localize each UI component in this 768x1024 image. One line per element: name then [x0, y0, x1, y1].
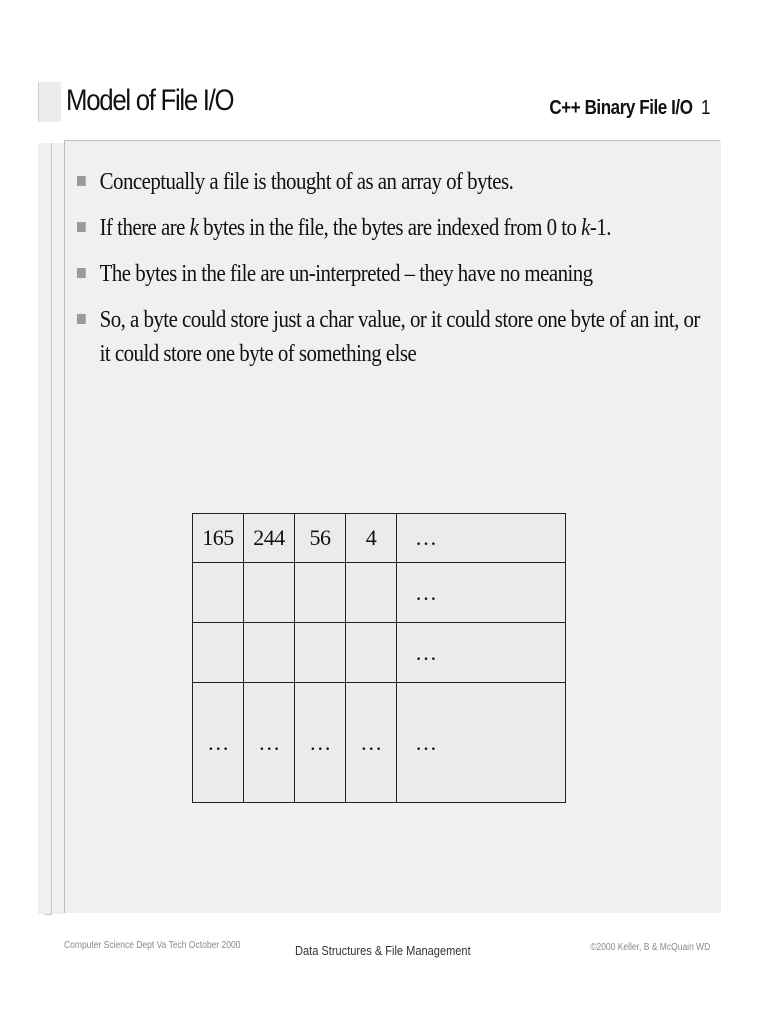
table-cell: …: [295, 683, 346, 803]
table-cell: [193, 563, 244, 623]
bullet-text: -1.: [589, 215, 611, 241]
bullet-text-variable: k: [189, 215, 199, 241]
bullet-marker-icon: [77, 314, 86, 324]
table-row: [193, 623, 566, 683]
bullet-text: So, a byte could store just a char value, or it could store one byte of an int, or it could store one byte of something else: [99, 307, 700, 367]
table-cell: …: [397, 563, 566, 623]
slide-subject: C++ Binary File I/O: [548, 97, 693, 119]
footer-left-text: Computer Science Dept Va Tech October 2000: [64, 940, 241, 951]
table-cell: …: [193, 683, 244, 803]
left-margin-line: [51, 143, 52, 914]
slide-page-number: 1: [700, 97, 710, 119]
bullet-list: [77, 165, 717, 383]
table-cell: [244, 563, 295, 623]
table-cell: 4: [346, 514, 397, 563]
table-cell: 56: [295, 514, 346, 563]
table-cell: …: [244, 683, 295, 803]
bullet-text: The bytes in the file are un-interpreted – they have no meaning: [99, 261, 593, 287]
table-row: [193, 514, 566, 563]
table-row: [193, 683, 566, 803]
table-cell: [295, 623, 346, 683]
bullet-text-variable: k: [581, 215, 590, 241]
table-cell: 165: [193, 514, 244, 563]
bullet-text: Conceptually a file is thought of as an array of bytes.: [99, 169, 514, 195]
bullet-item: [77, 211, 709, 245]
slide-header-right: [549, 97, 710, 120]
table-cell: [244, 623, 295, 683]
bullet-item: [77, 165, 709, 199]
table-cell: …: [397, 623, 566, 683]
table-cell: [193, 623, 244, 683]
byte-array-table: [192, 513, 566, 803]
table-cell: …: [346, 683, 397, 803]
bullet-marker-icon: [77, 176, 86, 186]
slide-title: Model of File I/O: [66, 84, 234, 117]
footer-right-text: ©2000 Keller, B & McQuain WD: [589, 942, 710, 953]
bullet-text: bytes in the file, the bytes are indexed from 0 to: [198, 215, 582, 241]
table-cell: [346, 563, 397, 623]
bullet-item: [77, 303, 709, 371]
title-tab-decoration: [38, 82, 61, 122]
bullet-marker-icon: [77, 222, 86, 232]
table-row: [193, 563, 566, 623]
table-cell: [295, 563, 346, 623]
bullet-marker-icon: [77, 268, 86, 278]
left-margin-tick: [44, 914, 52, 915]
table-cell: [346, 623, 397, 683]
bullet-item: [77, 257, 709, 291]
table-cell: …: [397, 683, 566, 803]
table-cell: 244: [244, 514, 295, 563]
header-rule: [64, 140, 720, 141]
footer-center-text: Data Structures & File Management: [295, 943, 471, 958]
bullet-text: If there are: [99, 215, 190, 241]
table-cell: …: [397, 514, 566, 563]
